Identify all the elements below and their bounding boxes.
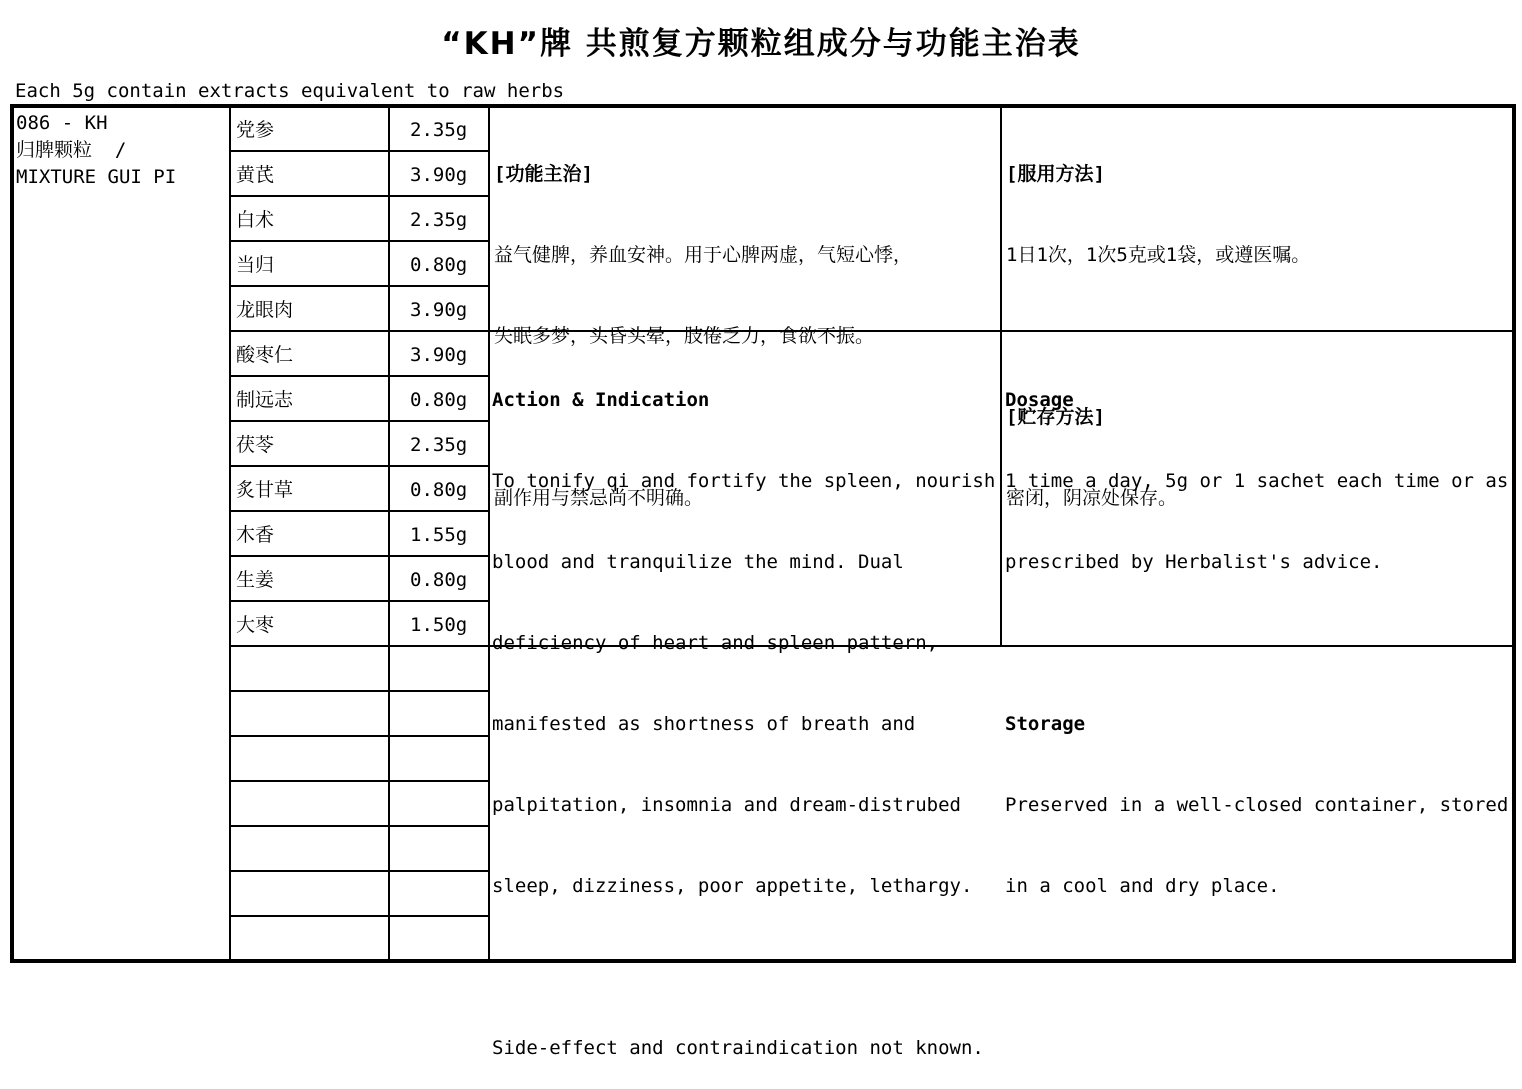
product-cell [16, 110, 176, 191]
herb-name: 大枣 [236, 614, 275, 636]
subtitle: Each 5g contain extracts equivalent to raw herbs [15, 80, 565, 102]
en-action-line: blood and tranquilize the mind. Dual [492, 551, 904, 573]
table-row-divider [229, 285, 490, 287]
herb-name: 生姜 [236, 569, 275, 591]
herb-dose: 0.80g [410, 569, 468, 591]
table-row-divider [229, 330, 490, 332]
table-row-divider [229, 825, 490, 827]
cn-storage-text: 密闭，阴凉处保存。 [1006, 487, 1178, 509]
cn-dosage-heading: [服用方法] [1006, 163, 1105, 185]
page-title: “KH”牌 共煎复方颗粒组成分与功能主治表 [441, 26, 1081, 62]
en-storage-line: in a cool and dry place. [1005, 875, 1280, 897]
product-name-en: MIXTURE GUI PI [16, 166, 177, 188]
cn-side-effect: 副作用与禁忌尚不明确。 [494, 487, 704, 509]
en-dosage-line: prescribed by Herbalist's advice. [1005, 551, 1383, 573]
table-row-divider [229, 915, 490, 917]
table-row-divider [229, 870, 490, 872]
en-action-cell [492, 333, 995, 1089]
table-row-divider [229, 150, 490, 152]
table-row-divider [229, 420, 490, 422]
table-row-divider [229, 510, 490, 512]
herb-name: 党参 [236, 119, 275, 141]
herb-dose: 0.80g [410, 479, 468, 501]
table-row-divider [229, 780, 490, 782]
en-action-line: deficiency of heart and spleen pattern, [492, 632, 939, 654]
cn-storage-heading: [贮存方法] [1006, 406, 1105, 428]
en-dosage-heading: Dosage [1005, 389, 1074, 411]
table-row-divider [229, 555, 490, 557]
herb-dose: 0.80g [410, 254, 468, 276]
herb-dose: 1.50g [410, 614, 468, 636]
cn-function-heading: [功能主治] [494, 163, 593, 185]
herb-name: 制远志 [236, 389, 294, 411]
en-action-line: To tonify qi and fortify the spleen, nourish [492, 470, 996, 492]
herb-name: 炙甘草 [236, 479, 294, 501]
herb-dose: 3.90g [410, 344, 468, 366]
en-dosage-cell [1005, 333, 1508, 927]
table-row-divider [229, 465, 490, 467]
table-row-divider [229, 240, 490, 242]
en-action-line: palpitation, insomnia and dream-distrubed [492, 794, 961, 816]
herb-name: 酸枣仁 [236, 344, 294, 366]
table-row-divider [229, 690, 490, 692]
herb-name: 当归 [236, 254, 275, 276]
en-action-line: sleep, dizziness, poor appetite, lethargy. [492, 875, 973, 897]
herb-dose: 3.90g [410, 164, 468, 186]
divider [229, 106, 231, 961]
table-row-divider [229, 195, 490, 197]
divider [1000, 106, 1002, 647]
table-row-divider [229, 735, 490, 737]
en-dosage-line: 1 time a day, 5g or 1 sachet each time or as [1005, 470, 1509, 492]
cn-function-line: 益气健脾，养血安神。用于心脾两虚，气短心悸， [494, 244, 913, 266]
herb-name: 木香 [236, 524, 275, 546]
en-side-effect: Side-effect and contraindication not known. [492, 1037, 984, 1059]
herb-name: 茯苓 [236, 434, 275, 456]
en-storage-line: Preserved in a well-closed container, stored [1005, 794, 1509, 816]
herb-dose: 1.55g [410, 524, 468, 546]
cn-dosage-text: 1日1次，1次5克或1袋，或遵医嘱。 [1006, 244, 1311, 266]
product-name-cn: 归脾颗粒 / [16, 139, 127, 161]
herb-name: 白术 [236, 209, 275, 231]
herb-name: 龙眼肉 [236, 299, 294, 321]
en-action-heading: Action & Indication [492, 389, 710, 411]
herb-name: 黄芪 [236, 164, 275, 186]
herb-dose: 0.80g [410, 389, 468, 411]
table-row-divider [229, 375, 490, 377]
divider [488, 106, 490, 961]
herb-dose: 2.35g [410, 119, 468, 141]
product-code: 086 - KH [16, 112, 108, 134]
en-storage-heading: Storage [1005, 713, 1086, 735]
table-row-divider [229, 600, 490, 602]
herb-dose: 2.35g [410, 434, 468, 456]
herb-dose: 3.90g [410, 299, 468, 321]
divider [388, 106, 390, 961]
table-row-divider [229, 645, 490, 647]
cn-function-line: 失眠多梦，头昏头晕，肢倦乏力，食欲不振。 [494, 325, 875, 347]
en-action-line: manifested as shortness of breath and [492, 713, 916, 735]
herb-dose: 2.35g [410, 209, 468, 231]
